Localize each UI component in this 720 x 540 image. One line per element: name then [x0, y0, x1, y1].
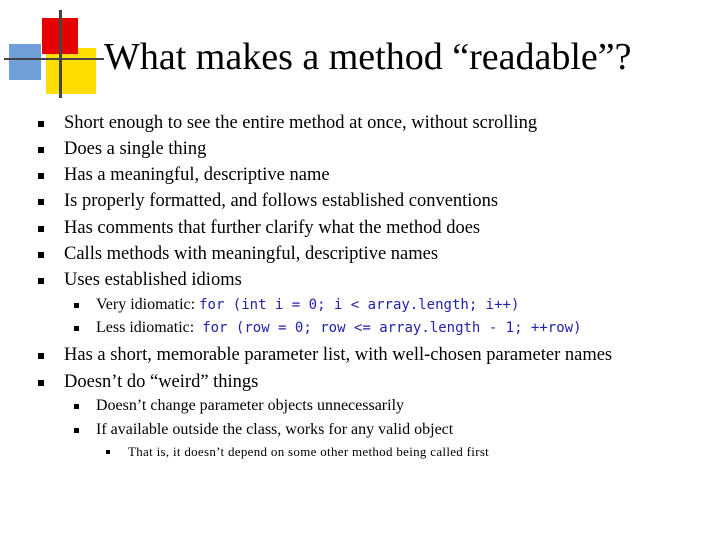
bullet-item [64, 190, 498, 212]
sub-bullet-item [96, 396, 404, 416]
bullet-item [64, 164, 330, 186]
square-bullet-icon [38, 226, 44, 232]
square-bullet-icon [38, 121, 44, 127]
bullet-text: Does a single thing [64, 139, 207, 159]
bullet-item [64, 217, 480, 239]
bullet-item [64, 138, 206, 160]
square-bullet-icon [38, 173, 44, 179]
square-bullet-icon [74, 303, 79, 308]
bullet-text: Calls methods with meaningful, descriptive names [64, 244, 439, 264]
sub-sub-bullet-item [128, 444, 489, 460]
logo-vertical-line [59, 10, 62, 98]
square-bullet-icon [38, 278, 44, 284]
bullet-item [64, 344, 612, 366]
bullet-item [64, 269, 242, 291]
square-bullet-icon [38, 380, 44, 386]
sub-bullet-item [96, 318, 582, 338]
bullet-text: Has comments that further clarify what the method does [64, 218, 481, 238]
sub-bullet-text: If available outside the class, works for any valid object [96, 421, 454, 438]
logo-horizontal-line [4, 58, 104, 60]
bullet-text: Is properly formatted, and follows established conventions [64, 191, 499, 211]
bullet-text: Short enough to see the entire method at once, without scrolling [64, 113, 538, 133]
idiom-label: Less idiomatic: [96, 319, 203, 336]
sub-bullet-text: Doesn’t change parameter objects unnecessarily [96, 397, 405, 414]
idiom-label: Very idiomatic: [96, 296, 200, 313]
square-bullet-icon [74, 404, 79, 409]
bullet-text: Doesn’t do “weird” things [64, 372, 259, 392]
idiom-code: for (int i = 0; i < array.length; i++) [199, 297, 520, 313]
slide-title: What makes a method “readable”? [104, 36, 632, 78]
square-bullet-icon [74, 326, 79, 331]
bullet-item [64, 112, 537, 134]
square-bullet-icon [38, 199, 44, 205]
bullet-text: Uses established idioms [64, 270, 242, 290]
sub-bullet-item [96, 295, 519, 315]
square-bullet-icon [38, 353, 44, 359]
bullet-text: Has a meaningful, descriptive name [64, 165, 330, 185]
idiom-code: for (row = 0; row <= array.length - 1; ++row) [202, 320, 582, 336]
bullet-text: Has a short, memorable parameter list, with well-chosen parameter names [64, 345, 613, 365]
bullet-item [64, 371, 258, 393]
slide-logo [0, 0, 110, 100]
logo-yellow-square [46, 48, 96, 94]
sub-bullet-item [96, 420, 453, 440]
square-bullet-icon [106, 450, 110, 454]
sub-sub-bullet-text: That is, it doesn’t depend on some other method being called first [128, 444, 490, 459]
square-bullet-icon [38, 252, 44, 258]
bullet-item [64, 243, 438, 265]
square-bullet-icon [74, 428, 79, 433]
square-bullet-icon [38, 147, 44, 153]
logo-blue-square [9, 44, 41, 80]
